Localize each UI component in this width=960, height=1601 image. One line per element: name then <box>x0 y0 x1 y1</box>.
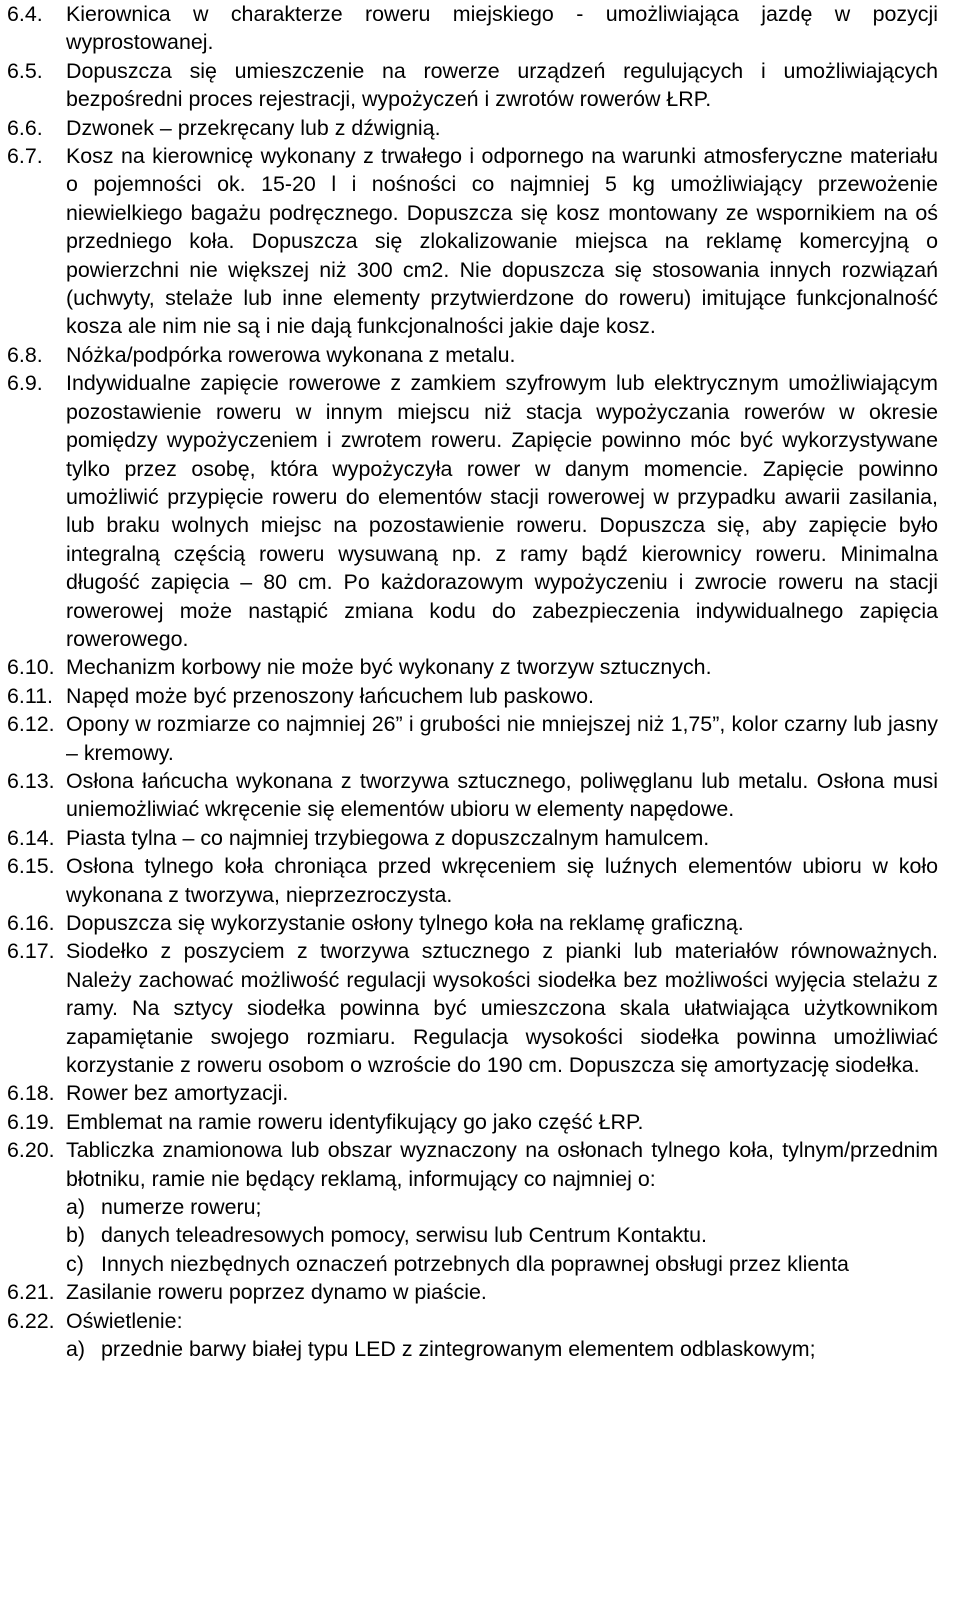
item-text: Piasta tylna – co najmniej trzybiegowa z dopuszczalnym hamulcem. <box>66 825 710 850</box>
list-item-6-5 <box>7 57 938 114</box>
item-number: 6.15. <box>7 854 55 879</box>
item-number: 6.8. <box>7 342 43 367</box>
item-number: 6.20. <box>7 1138 55 1163</box>
document-page <box>7 0 938 1364</box>
sub-item-label: b) <box>66 1223 86 1248</box>
item-number: 6.17. <box>7 939 55 964</box>
sub-item-label: c) <box>66 1251 84 1276</box>
list-item-6-4 <box>7 0 938 57</box>
item-number: 6.18. <box>7 1081 55 1106</box>
item-number: 6.22. <box>7 1308 55 1333</box>
item-text: Mechanizm korbowy nie może być wykonany z tworzyw sztucznych. <box>66 655 712 680</box>
list-item-6-8 <box>7 341 938 369</box>
item-text: Rower bez amortyzacji. <box>66 1081 289 1106</box>
list-item-6-20 <box>7 1136 938 1193</box>
item-number: 6.11. <box>7 683 53 708</box>
list-item-6-17 <box>7 937 938 1079</box>
list-item-6-15 <box>7 852 938 909</box>
item-text: Opony w rozmiarze co najmniej 26” i grubości nie mniejszej niż 1,75”, kolor czarny lub jasny – kremowy. <box>66 712 938 765</box>
list-item-6-21 <box>7 1278 938 1306</box>
list-item-6-9 <box>7 369 938 653</box>
item-text: Napęd może być przenoszony łańcuchem lub paskowo. <box>66 683 594 708</box>
list-item-6-12 <box>7 710 938 767</box>
item-number: 6.13. <box>7 768 55 793</box>
item-number: 6.14. <box>7 825 55 850</box>
item-text: Kosz na kierownicę wykonany z trwałego i odpornego na warunki atmosferyczne materiału o pojemności ok. 15-20 l i nośności co najmniej 5 kg umożliwiający przewożenie niewielkiego bagażu podręcznego. Dopuszcza się kosz montowany ze wspornikiem na oś przedniego koła. Dopuszcza się zlokalizowanie miejsca na reklamę komercyjną o powierzchni nie większej niż 300 cm2. Nie dopuszcza się stosowania innych rozwiązań (uchwyty, stelaże lub inne elementy przytwierdzone do roweru) imitujące funkcjonalność kosza ale nim nie są i nie dają funkcjonalności jakie daje kosz. <box>66 144 938 339</box>
sub-item-6-20-b <box>7 1221 938 1249</box>
list-item-6-18 <box>7 1079 938 1107</box>
item-text: Osłona łańcucha wykonana z tworzywa sztucznego, poliwęglanu lub metalu. Osłona musi uniemożliwiać wkręcenie się elementów ubioru w elementy napędowe. <box>66 768 938 822</box>
list-item-6-13 <box>7 767 938 824</box>
sub-item-label: a) <box>66 1337 86 1362</box>
item-text: Dopuszcza się umieszczenie na rowerze urządzeń regulujących i umożliwiających bezpośredni proces rejestracji, wypożyczeń i zwrotów rowerów ŁRP. <box>66 58 938 112</box>
item-text: Oświetlenie: <box>66 1308 183 1333</box>
item-number: 6.10. <box>7 655 55 680</box>
item-number: 6.19. <box>7 1109 55 1134</box>
sub-item-text: numerze roweru; <box>101 1195 262 1220</box>
item-number: 6.4. <box>7 2 43 26</box>
item-number: 6.5. <box>7 58 43 83</box>
sub-item-text: danych teleadresowych pomocy, serwisu lub Centrum Kontaktu. <box>101 1223 707 1248</box>
sub-item-text: przednie barwy białej typu LED z zintegrowanym elementem odblaskowym; <box>101 1337 816 1362</box>
item-text: Nóżka/podpórka rowerowa wykonana z metalu. <box>66 342 516 367</box>
item-text: Dzwonek – przekręcany lub z dźwignią. <box>66 115 441 140</box>
list-item-6-11 <box>7 682 938 710</box>
list-item-6-19 <box>7 1108 938 1136</box>
item-text: Kierownica w charakterze roweru miejskiego - umożliwiająca jazdę w pozycji wyprostowanej. <box>66 2 938 55</box>
item-number: 6.7. <box>7 144 43 169</box>
sub-item-6-20-a <box>7 1193 938 1221</box>
list-item-6-22 <box>7 1307 938 1335</box>
item-number: 6.16. <box>7 911 55 935</box>
sub-item-text: Innych niezbędnych oznaczeń potrzebnych dla poprawnej obsługi przez klienta <box>101 1251 849 1276</box>
list-item-6-14 <box>7 824 938 852</box>
list-item-6-10 <box>7 653 938 681</box>
item-text: Indywidualne zapięcie rowerowe z zamkiem szyfrowym lub elektrycznym umożliwiającym pozostawienie roweru w innym miejscu niż stacja wypożyczania rowerów w okresie pomiędzy wypożyczeniem i zwrotem roweru. Zapięcie powinno móc być wykorzystywane tylko przez osobę, która wypożyczyła rower w danym momencie. Zapięcie powinno umożliwić przypięcie roweru do elementów stacji rowerowej w przypadku awarii zasilania, lub braku wolnych miejsc na pozostawienie roweru. Dopuszcza się, aby zapięcie było integralną częścią roweru wysuwaną np. z ramy bądź kierownicy roweru. Minimalna długość zapięcia – 80 cm. Po każdorazowym wypożyczeniu i zwrocie roweru na stacji rowerowej może nastąpić zmiana kodu do zabezpieczenia indywidualnego zapięcia rowerowego. <box>66 371 938 651</box>
item-text: Siodełko z poszyciem z tworzywa sztucznego z pianki lub materiałów równoważnych. Należy zachować możliwość regulacji wysokości siodełka bez możliwości wyjęcia stelażu z ramy. Na sztycy siodełka powinna być umieszczona skala ułatwiająca użytkownikom zapamiętanie swojego rozmiaru. Regulacja wysokości siodełka powinna umożliwiać korzystanie z roweru osobom o wzroście do 190 cm. Dopuszcza się amortyzację siodełka. <box>66 939 938 1078</box>
item-number: 6.9. <box>7 371 43 396</box>
sub-item-6-22-a <box>7 1335 938 1363</box>
sub-item-6-20-c <box>7 1250 938 1278</box>
list-item-6-6 <box>7 114 938 142</box>
item-text: Tabliczka znamionowa lub obszar wyznaczony na osłonach tylnego koła, tylnym/przednim błotniku, ramie nie będący reklamą, informujący co najmniej o: <box>66 1138 938 1191</box>
item-number: 6.12. <box>7 712 55 737</box>
item-number: 6.21. <box>7 1280 55 1305</box>
item-text: Zasilanie roweru poprzez dynamo w piaście. <box>66 1280 487 1305</box>
item-text: Dopuszcza się wykorzystanie osłony tylnego koła na reklamę graficzną. <box>66 911 744 935</box>
item-text: Emblemat na ramie roweru identyfikujący go jako część ŁRP. <box>66 1109 644 1134</box>
sub-item-label: a) <box>66 1195 86 1220</box>
item-number: 6.6. <box>7 115 43 140</box>
list-item-6-7 <box>7 142 938 341</box>
item-text: Osłona tylnego koła chroniąca przed wkręceniem się luźnych elementów ubioru w koło wykonana z tworzywa, nieprzezroczysta. <box>66 854 938 907</box>
list-item-6-16 <box>7 909 938 937</box>
